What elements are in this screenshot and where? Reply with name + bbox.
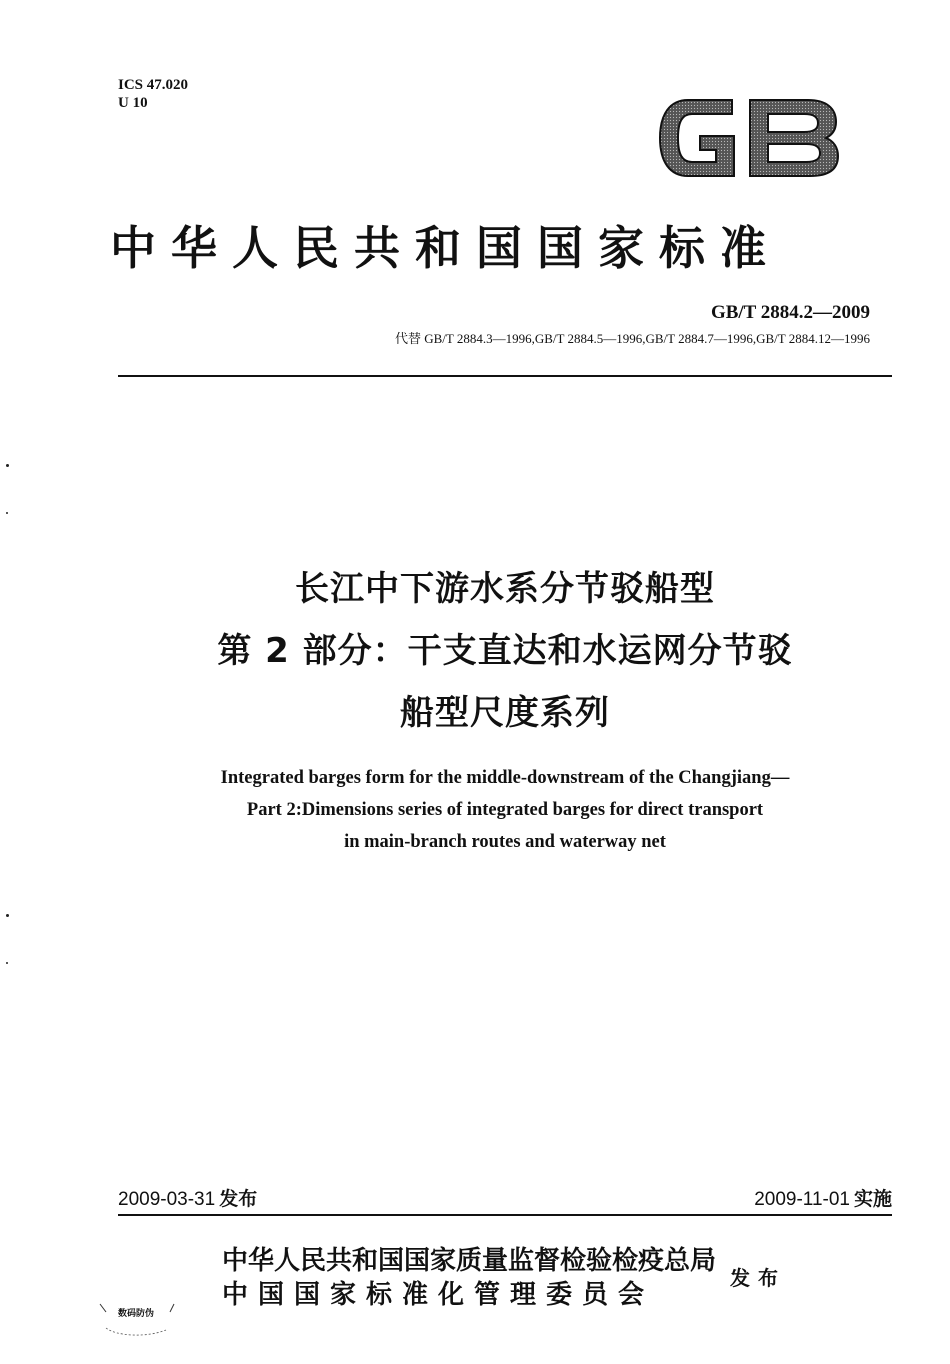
issuer-aqsiq: 中华人民共和国国家质量监督检验检疫总局 (222, 1246, 717, 1276)
anti-counterfeit-label: 数码防伪 (118, 1309, 155, 1319)
chinese-title-line-2: 第 2 部分：干支直达和水运网分节驳 (217, 631, 793, 671)
header-divider (118, 375, 892, 377)
chinese-title-line-3: 船型尺度系列 (400, 693, 610, 733)
replaced-standards: 代替 GB/T 2884.3—1996,GB/T 2884.5—1996,GB/T 2884.7—1996,GB/T 2884.12—1996 (394, 331, 870, 346)
national-standard-title: 中华人民共和国国家标准 (110, 221, 781, 275)
gb-logo-icon (654, 92, 844, 184)
margin-mark (6, 464, 9, 467)
english-title (0, 762, 950, 858)
issue-date: 2009-03-31 (118, 1189, 216, 1210)
margin-mark (6, 962, 8, 964)
ccs-code: U 10 (118, 95, 148, 111)
issue-label: 发布 (219, 1189, 258, 1210)
chinese-title-line-1: 长江中下游水系分节驳船型 (295, 569, 715, 609)
issuer-sac: 中国国家标准化管理委员会 (222, 1280, 655, 1310)
chinese-title (0, 558, 950, 744)
classification-codes (118, 76, 188, 112)
footer-divider (118, 1214, 892, 1216)
english-title-line-2: Part 2:Dimensions series of integrated barges for direct transport (246, 800, 764, 820)
implementation-date: 2009-11-01 (754, 1189, 850, 1210)
implementation-label: 实施 (853, 1189, 892, 1210)
margin-mark (6, 914, 9, 917)
issue-date-block (118, 1184, 257, 1211)
ics-code: ICS 47.020 (118, 77, 189, 93)
english-title-line-1: Integrated barges form for the middle-downstream of the Changjiang— (220, 768, 790, 788)
standard-number: GB/T 2884.2—2009 (710, 302, 870, 323)
publish-label: 发布 (730, 1266, 786, 1290)
margin-mark (6, 512, 8, 514)
implementation-date-block (754, 1184, 892, 1211)
english-title-line-3: in main-branch routes and waterway net (344, 832, 666, 852)
